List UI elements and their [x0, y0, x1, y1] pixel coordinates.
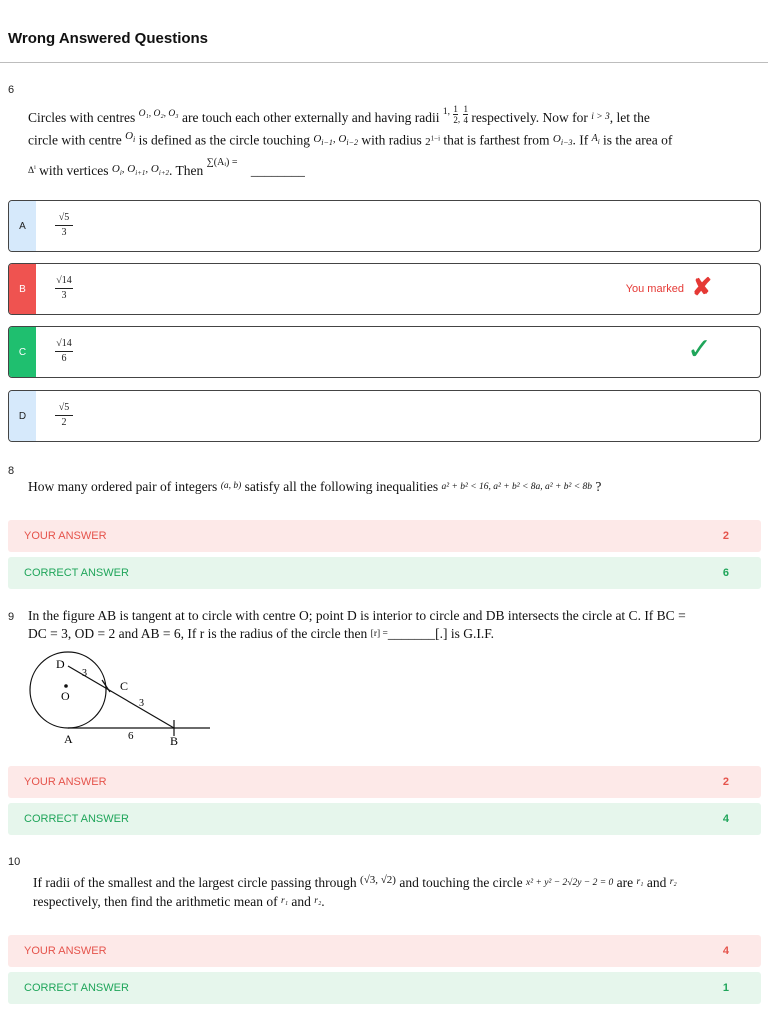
numerator: √14 [55, 274, 73, 289]
correct-answer-row [8, 803, 761, 835]
question-number: 8 [8, 465, 15, 477]
label-b: B [170, 734, 179, 748]
math-delta: $\Delta^i$ [28, 165, 36, 177]
your-answer-row [8, 935, 761, 967]
text: and [646, 875, 667, 890]
label-c: C [120, 679, 129, 693]
math-pair: (a, b) [220, 481, 242, 491]
math-symbol: O [111, 163, 120, 176]
math-circle: x² + y² − 2√2y − 2 = 0 [526, 878, 614, 888]
question-text-line: In the figure AB is tangent at to circle with centre O; point D is interior to circle and DB intersects the circle at C. If BC = [28, 608, 686, 623]
correct-answer-value: 4 [722, 813, 729, 825]
you-marked-label: You marked [625, 283, 684, 295]
numerator: √5 [55, 211, 73, 226]
text: . If [572, 132, 589, 148]
option-letter: A [9, 201, 36, 251]
math-vertices: Oi, Oi+1, Oi+2 [111, 163, 170, 178]
your-answer-label: YOUR ANSWER [24, 776, 107, 788]
math-symbol: Δ [28, 166, 35, 177]
text: How many ordered pair of integers [28, 479, 218, 494]
correct-answer-value: 6 [722, 567, 729, 579]
text: and touching the circle [399, 875, 523, 890]
numerator: √5 [55, 401, 73, 416]
math-centres: O₁, O₂, O₃ [138, 109, 179, 119]
option-d[interactable] [8, 390, 761, 442]
text: with vertices [39, 163, 109, 179]
option-letter: C [9, 327, 36, 377]
math-oi: Oi [125, 129, 136, 144]
correct-answer-value: 1 [722, 982, 729, 994]
denominator: 6 [61, 353, 67, 364]
denominator: 2 [61, 417, 67, 428]
math-point: (√3, √2) [360, 874, 396, 886]
text: . [321, 894, 325, 909]
label-o: O [61, 689, 70, 703]
math-radius: $2^{1-i}$ [425, 134, 441, 148]
text: _______[.] is G.I.F. [387, 626, 495, 641]
text: are [616, 875, 634, 890]
denominator: 3 [61, 227, 67, 238]
text: DC = 3, OD = 2 and AB = 6, If r is the radius of the circle then [28, 626, 368, 641]
text: and [291, 894, 311, 909]
question-number: 9 [8, 611, 15, 623]
math-symbol: O [552, 132, 561, 145]
option-letter: B [9, 264, 36, 314]
math-radii: 1, [442, 107, 450, 117]
question-text-line [28, 624, 494, 646]
text: is defined as the circle touching [138, 132, 310, 148]
text: Circles with centres [28, 110, 136, 125]
cross-icon: ✘ [691, 274, 712, 301]
math-sum: ∑(Aᵢ) = [206, 157, 238, 169]
denominator: 2 [453, 115, 458, 126]
your-answer-row [8, 766, 761, 798]
text: that is farthest from [443, 132, 550, 148]
option-letter: D [9, 391, 36, 441]
text: satisfy all the following inequalities [244, 479, 439, 494]
numerator: √14 [55, 337, 73, 352]
math-farthest: Oi−3 [552, 132, 573, 147]
text: respectively, then find the arithmetic mean of [33, 894, 278, 909]
math-symbol: O [125, 129, 134, 142]
question-number: 6 [8, 84, 15, 96]
your-answer-value: 2 [722, 530, 729, 542]
option-fraction [55, 401, 73, 430]
your-answer-label: YOUR ANSWER [24, 530, 107, 542]
question-text-line [33, 892, 325, 914]
text: are touch each other externally and having radii [181, 110, 440, 125]
page-title: Wrong Answered Questions [8, 30, 209, 47]
label-three: 3 [139, 698, 144, 709]
text: circle with centre [28, 132, 122, 148]
math-r: [r] = [370, 629, 388, 639]
math-r1: r₁ [636, 877, 644, 887]
text: is the area of [603, 132, 673, 148]
geometry-figure [20, 648, 220, 750]
question-text-line [28, 128, 672, 156]
option-c[interactable] [8, 326, 761, 378]
your-answer-label: YOUR ANSWER [24, 945, 107, 957]
question-number: 10 [8, 856, 21, 868]
text: respectively. Now for [471, 110, 588, 125]
math-r1: r₁ [281, 896, 289, 906]
your-answer-value: 4 [722, 945, 729, 957]
option-fraction [55, 274, 73, 303]
centre-dot [64, 684, 68, 688]
math-symbol: A [591, 132, 598, 144]
numerator: 1 [463, 104, 468, 115]
label-six: 6 [128, 730, 134, 742]
correct-answer-label: CORRECT ANSWER [24, 982, 129, 994]
label-d: D [56, 657, 65, 671]
math-symbol: 2 [425, 135, 431, 148]
question-text-line [28, 477, 601, 499]
your-answer-row [8, 520, 761, 552]
option-fraction [55, 337, 73, 366]
question-text-line: Circles with centres $^{O_1, O_2, O_3}$ are touch each other externally and having radii $^{1,}$ $\frac{1}{2}$ , $\frac{1}{4}$ respectively. Now for $^{i > 3}$, let the [28, 104, 650, 126]
answer-blank: ________ [250, 163, 305, 179]
option-b[interactable] [8, 263, 761, 315]
check-icon: ✓ [686, 333, 712, 366]
fraction-quarter [463, 104, 468, 125]
correct-answer-label: CORRECT ANSWER [24, 567, 129, 579]
math-inequalities: a² + b² < 16, a² + b² < 8a, a² + b² < 8b [441, 482, 593, 492]
option-a[interactable] [8, 200, 761, 252]
math-ai: Ai [591, 132, 600, 146]
text: ? [595, 479, 602, 494]
fraction-half [453, 104, 458, 125]
text: If radii of the smallest and the largest circle passing through [33, 875, 357, 890]
correct-answer-row [8, 972, 761, 1004]
math-r2: r₂ [669, 877, 677, 887]
label-a: A [64, 732, 73, 746]
denominator: 4 [463, 115, 468, 126]
option-fraction [55, 211, 73, 240]
page-header [0, 0, 768, 63]
text: . Then [169, 163, 204, 179]
question-text-line [28, 157, 305, 186]
your-answer-value: 2 [722, 776, 729, 788]
text: with radius [361, 132, 422, 148]
correct-answer-row [8, 557, 761, 589]
math-symbol: O [313, 132, 322, 145]
denominator: 3 [61, 290, 67, 301]
text: , let the [609, 110, 650, 125]
math-touching: Oi−1, Oi−2 [313, 132, 358, 147]
correct-answer-label: CORRECT ANSWER [24, 813, 129, 825]
math-condition: i > 3 [591, 112, 610, 122]
label-three: 3 [82, 668, 87, 679]
numerator: 1 [453, 104, 458, 115]
math-r2: r₂ [314, 896, 322, 906]
